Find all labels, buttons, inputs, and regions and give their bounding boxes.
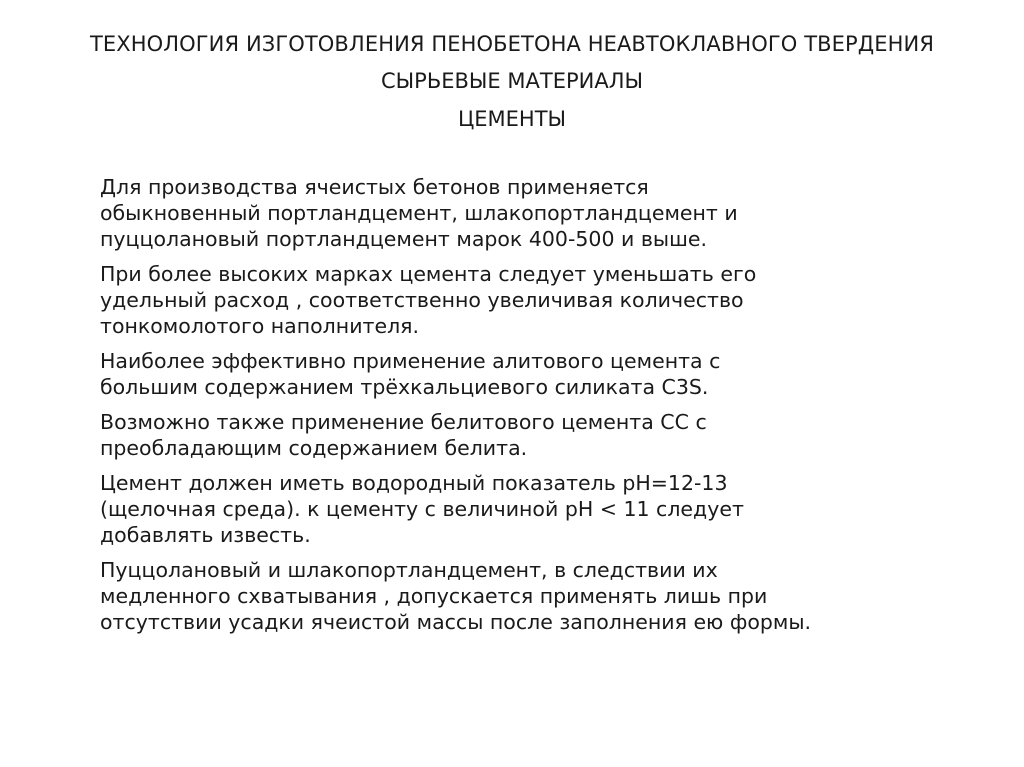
slide-subtitle: СЫРЬЕВЫЕ МАТЕРИАЛЫ xyxy=(380,69,644,93)
slide-title: ТЕХНОЛОГИЯ ИЗГОТОВЛЕНИЯ ПЕНОБЕТОНА НЕАВТОКЛАВНОГО ТВЕРДЕНИЯ xyxy=(89,32,935,56)
paragraph-3: Наиболее эффективно применение алитового цемента с большим содержанием трёхкальциевого силиката C3S. xyxy=(100,349,721,399)
paragraph-4: Возможно также применение белитового цемента СС с преобладающим содержанием белита. xyxy=(100,410,707,460)
paragraph-2: При более высоких марках цемента следует уменьшать его удельный расход , соответственно увеличивая количество тонкомолотого наполнителя. xyxy=(100,262,757,338)
slide-body xyxy=(100,174,980,644)
paragraph-1: Для производства ячеистых бетонов применяется обыкновенный портландцемент, шлакопортландцемент и пуццолановый портландцемент марок 400-500 и выше. xyxy=(100,175,738,251)
section-title: ЦЕМЕНТЫ xyxy=(457,107,567,131)
paragraph-6: Пуццолановый и шлакопортландцемент, в следствии их медленного схватывания , допускается применять лишь при отсутствии усадки ячеистой массы после заполнения ею формы. xyxy=(100,558,812,634)
slide-headings xyxy=(0,33,1024,131)
paragraph-5: Цемент должен иметь водородный показатель pH=12-13 (щелочная среда). к цементу с величиной pH < 11 следует добавлять известь. xyxy=(100,471,744,547)
